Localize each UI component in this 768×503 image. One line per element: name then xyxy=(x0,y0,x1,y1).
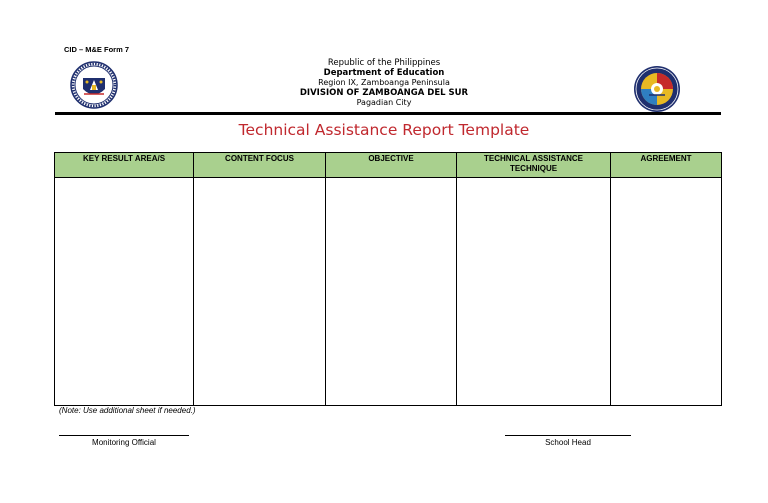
header-objective: OBJECTIVE xyxy=(326,153,457,178)
header-content-focus: CONTENT FOCUS xyxy=(194,153,326,178)
cell-content-focus[interactable] xyxy=(194,178,326,406)
deped-seal-icon xyxy=(70,61,118,109)
letterhead xyxy=(234,58,534,108)
cell-technical-assistance-technique[interactable] xyxy=(457,178,611,406)
republic-line: Republic of the Philippines xyxy=(327,58,441,68)
cell-key-result-areas[interactable] xyxy=(55,178,194,406)
city-line: Pagadian City xyxy=(356,98,412,107)
header-agreement: AGREEMENT xyxy=(611,153,722,178)
division-line: DIVISION OF ZAMBOANGA DEL SUR xyxy=(299,88,469,98)
table-header-row xyxy=(55,153,722,178)
header-key-result-areas: KEY RESULT AREA/S xyxy=(55,153,194,178)
page-title: Technical Assistance Report Template xyxy=(238,121,530,139)
signature-label-school-head: School Head xyxy=(545,438,591,447)
signature-line-monitoring-official xyxy=(59,435,189,436)
division-seal-icon xyxy=(633,65,681,113)
cell-agreement[interactable] xyxy=(611,178,722,406)
header-rule xyxy=(55,112,721,115)
form-code: CID – M&E Form 7 xyxy=(64,45,130,54)
header-technical-assistance-technique: TECHNICAL ASSISTANCE TECHNIQUE xyxy=(457,153,611,178)
department-line: Department of Education xyxy=(323,68,445,78)
note-text: (Note: Use additional sheet if needed.) xyxy=(59,406,196,415)
signature-label-monitoring-official: Monitoring Official xyxy=(92,438,156,447)
report-table xyxy=(54,152,722,406)
cell-objective[interactable] xyxy=(326,178,457,406)
signature-line-school-head xyxy=(505,435,631,436)
region-line: Region IX, Zamboanga Peninsula xyxy=(318,78,450,87)
table-row xyxy=(55,178,722,406)
